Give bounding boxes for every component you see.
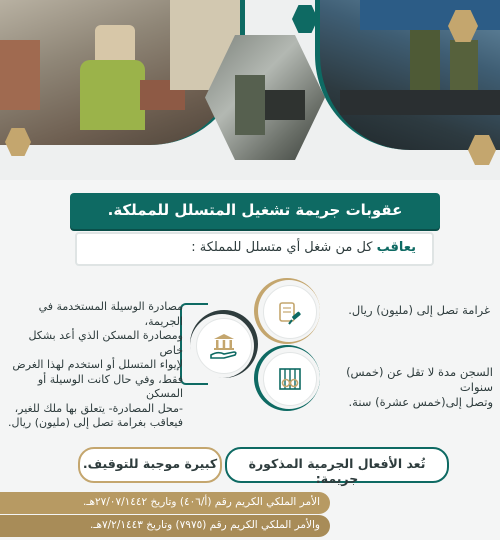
intro-rest: كل من شغل أي متسلل للمملكة : — [191, 240, 373, 255]
classification-statement-box — [225, 447, 449, 486]
classification-type: كبيرة موجبة للتوقيف. — [82, 456, 218, 471]
confiscation-penalty-text: مصادرة الوسيلة المستخدمة في الجريمة، ومصادرة المسكن الذي أعد بشكل خاص لإيواء المتسلل أو استخدم لهذا الغرض فقط، وفي حال كانت الوسيلة أو المسكن -محل المصادرة- يتعلق بها ملك للغير، فيعاقب بغرامة تصل إلى (مليون) ريال. — [8, 300, 183, 429]
gavel-money-icon — [263, 285, 317, 339]
handcuffs-icon — [263, 352, 317, 406]
fine-penalty-text: غرامة تصل إلى (مليون) ريال. — [348, 303, 490, 317]
classification-statement: تُعد الأفعال الجرمية المذكورة جريمة: — [248, 456, 426, 486]
icon-bracket — [180, 303, 208, 385]
classification-type-box — [78, 447, 222, 483]
workers-bricks-photo — [0, 0, 245, 145]
page-title: عقوبات جريمة تشغيل المتسلل للمملكة. — [107, 201, 403, 219]
intro-text — [191, 240, 416, 255]
reference-royal-order-1: الأمر الملكي الكريم رقم (أ/٤٠٦) وتاريخ ٢٧/٠٧/١٤٤٢هـ. — [0, 492, 330, 514]
intro-box — [75, 232, 434, 266]
title-banner — [70, 193, 440, 229]
photo-banner — [0, 0, 500, 180]
reference-royal-order-2: والأمر الملكي الكريم رقم (٧٩٧٥) وتاريخ ٧/٢/١٤٤٣هـ. — [0, 515, 330, 537]
intro-highlight: يعاقب — [376, 240, 416, 255]
prison-penalty-text: السجن مدة لا تقل عن (خمس) سنوات وتصل إلى(خمس عشرة) سنة. — [346, 365, 493, 409]
